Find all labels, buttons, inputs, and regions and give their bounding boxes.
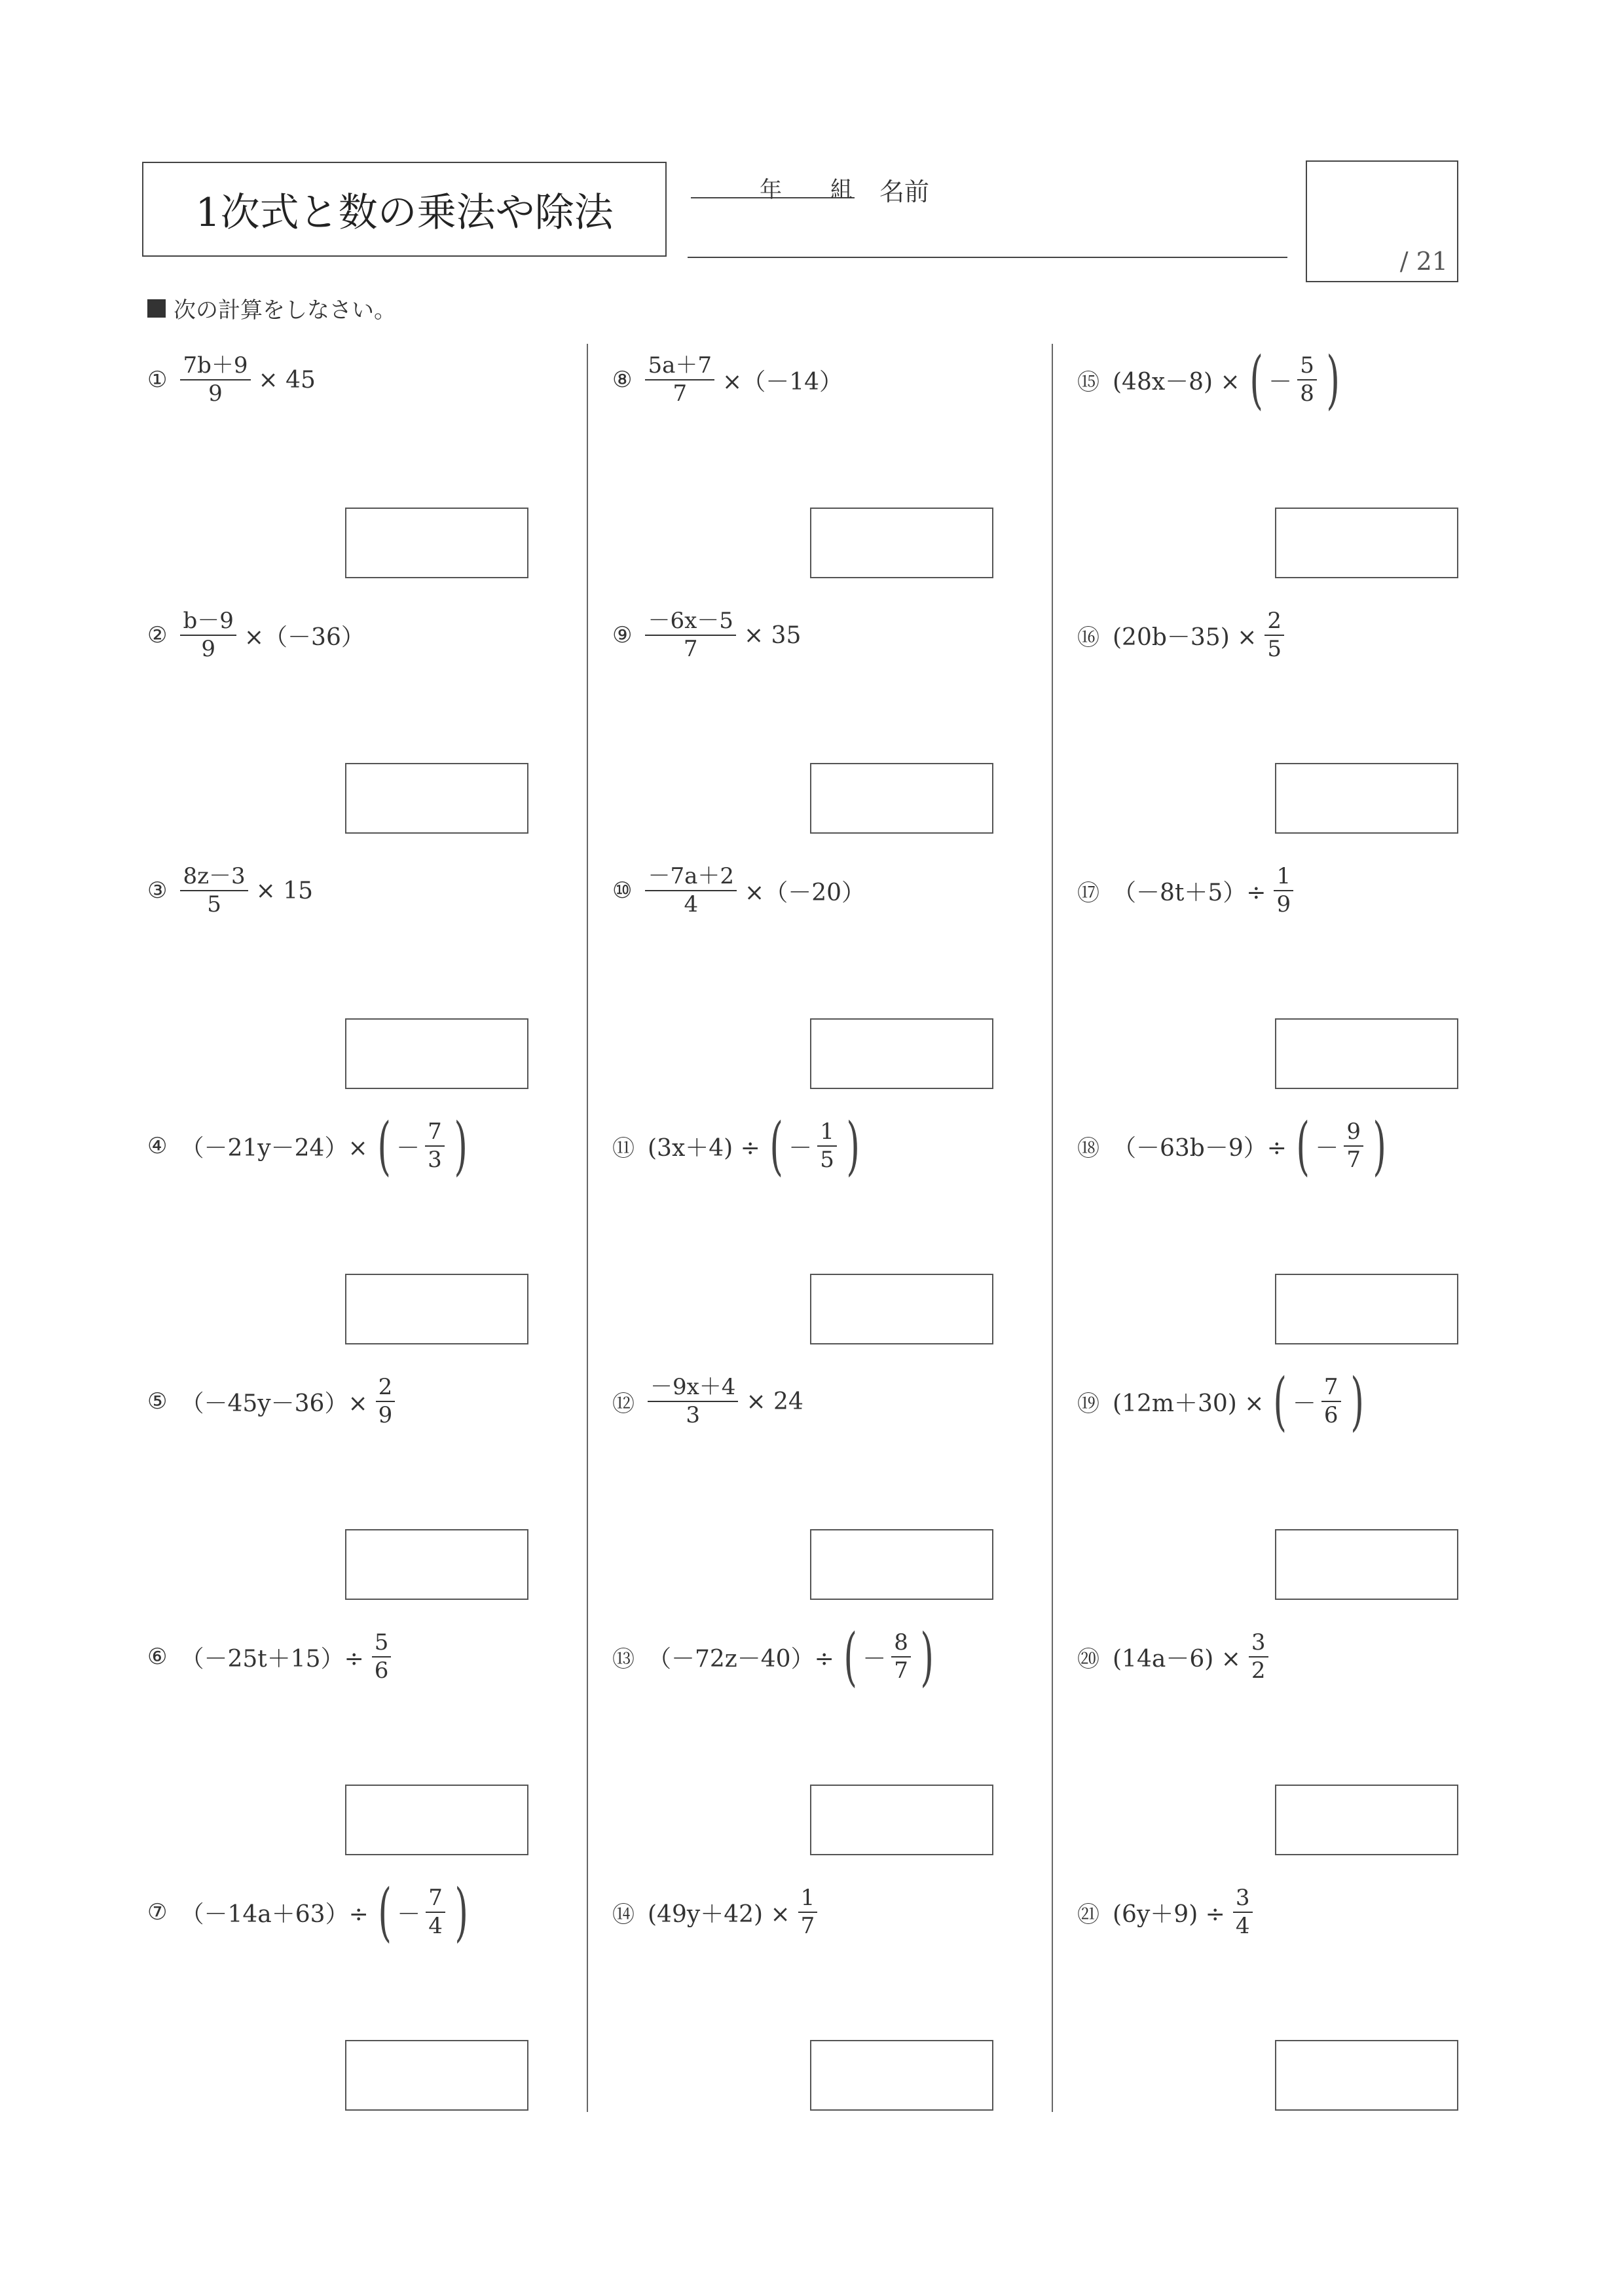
problem-9 <box>612 599 805 671</box>
problem-6 <box>147 1621 395 1693</box>
fraction <box>180 864 248 917</box>
fraction-numerator: 1 <box>817 1120 837 1147</box>
problem-expression <box>644 1620 939 1694</box>
answer-box-17[interactable] <box>1275 1018 1458 1089</box>
problem-7 <box>147 1876 473 1948</box>
minus-sign: － <box>788 1134 813 1162</box>
problem-number: ⑯ <box>1077 624 1099 651</box>
fraction-numerator: 3 <box>1233 1886 1253 1913</box>
fraction-denominator: 9 <box>1276 891 1291 917</box>
problem-number: ⑬ <box>612 1646 635 1673</box>
fraction-denominator: 2 <box>1251 1657 1266 1684</box>
problem-number: ⑰ <box>1077 880 1099 906</box>
answer-box-20[interactable] <box>1275 1785 1458 1855</box>
expression-prefix: (20b－35) × <box>1113 623 1257 651</box>
problem-13 <box>612 1621 939 1693</box>
fraction-denominator: 9 <box>201 636 215 662</box>
problem-number: ⑪ <box>612 1135 635 1162</box>
fraction-numerator: 5a＋7 <box>645 354 714 380</box>
right-paren-icon: ) <box>454 1876 468 1949</box>
problem-number: ⑨ <box>612 622 633 648</box>
problem-number: ㉑ <box>1077 1901 1099 1928</box>
fraction-denominator: 7 <box>800 1913 815 1939</box>
expression-prefix: (14a－6) × <box>1113 1645 1241 1673</box>
fraction-numerator: b－9 <box>180 609 236 636</box>
problem-21 <box>1077 1876 1257 1948</box>
answer-box-4[interactable] <box>345 1274 528 1344</box>
fraction-numerator: 8 <box>891 1631 911 1657</box>
fraction-numerator: －6x－5 <box>645 609 735 636</box>
expression-suffix: ×（－14） <box>722 368 843 396</box>
problem-number: ⑭ <box>612 1901 635 1928</box>
problem-number: ⑩ <box>612 878 633 904</box>
answer-box-13[interactable] <box>810 1785 993 1855</box>
problem-11 <box>612 1110 865 1182</box>
problem-number: ⑥ <box>147 1644 168 1670</box>
class-label: 組 <box>830 177 853 203</box>
problem-expression <box>176 1876 473 1949</box>
problem-number: ⑧ <box>612 367 633 393</box>
name-label: 名前 <box>879 177 930 206</box>
fraction-denominator: 7 <box>673 380 688 407</box>
fraction <box>798 1886 818 1939</box>
expression-suffix: ×（－20） <box>745 879 866 906</box>
minus-sign: － <box>862 1645 887 1673</box>
fraction <box>426 1886 445 1939</box>
fraction <box>1233 1886 1253 1939</box>
problem-expression <box>1109 1365 1369 1438</box>
problem-expression <box>1109 1631 1272 1684</box>
fraction <box>648 1375 738 1428</box>
right-paren-icon: ) <box>920 1620 934 1694</box>
fraction <box>1249 1631 1268 1684</box>
expression-suffix: × 45 <box>258 366 316 394</box>
fraction-numerator: 1 <box>798 1886 818 1913</box>
problem-expression <box>176 1109 473 1183</box>
problem-number: ④ <box>147 1133 168 1159</box>
fraction-numerator: 1 <box>1274 864 1293 891</box>
fraction <box>180 609 236 662</box>
fraction <box>1297 354 1317 407</box>
fraction-numerator: 2 <box>376 1375 396 1402</box>
problem-number: ⑮ <box>1077 369 1099 396</box>
fraction-denominator: 7 <box>894 1657 908 1684</box>
answer-box-5[interactable] <box>345 1529 528 1600</box>
problem-expression <box>176 609 368 662</box>
right-paren-icon: ) <box>1373 1109 1387 1183</box>
fraction-denominator: 5 <box>207 891 221 917</box>
left-paren-icon: ( <box>377 1109 391 1183</box>
problem-expression <box>1109 609 1288 662</box>
expression-prefix: (6y＋9) ÷ <box>1113 1900 1225 1928</box>
score-box[interactable] <box>1306 160 1458 282</box>
fraction-denominator: 3 <box>686 1402 701 1428</box>
problem-3 <box>147 855 317 927</box>
year-label: 年 <box>760 177 782 203</box>
right-paren-icon: ) <box>1350 1365 1364 1438</box>
worksheet-title: 1次式と数の乗法や除法 <box>142 162 667 257</box>
problem-number: ⑦ <box>147 1899 168 1925</box>
problem-14 <box>612 1876 821 1948</box>
parenthesized-fraction <box>1291 1109 1392 1183</box>
fraction <box>817 1120 837 1173</box>
answer-box-1[interactable] <box>345 508 528 578</box>
expression-prefix: （－63b－9）÷ <box>1113 1134 1287 1162</box>
expression-prefix: (48x－8) × <box>1113 368 1240 396</box>
problem-expression <box>1109 864 1297 917</box>
problem-expression <box>644 1109 865 1183</box>
square-bullet-icon <box>147 299 166 318</box>
answer-box-10[interactable] <box>810 1018 993 1089</box>
fraction-denominator: 7 <box>1346 1147 1361 1173</box>
minus-sign: － <box>1315 1134 1339 1162</box>
problem-number: ⑤ <box>147 1388 168 1415</box>
fraction-numerator: 7b＋9 <box>180 354 250 380</box>
problem-expression <box>641 354 847 407</box>
answer-box-11[interactable] <box>810 1274 993 1344</box>
answer-box-8[interactable] <box>810 508 993 578</box>
fraction-denominator: 6 <box>1323 1402 1338 1428</box>
expression-suffix: × 24 <box>746 1388 803 1415</box>
fraction-numerator: 8z－3 <box>180 864 248 891</box>
problem-expression <box>176 1631 395 1684</box>
left-paren-icon: ( <box>1249 343 1263 417</box>
parenthesized-fraction <box>838 1620 940 1694</box>
problem-expression <box>644 1886 821 1939</box>
fraction-denominator: 8 <box>1300 380 1314 407</box>
problem-expression <box>641 864 869 917</box>
right-paren-icon: ) <box>1326 343 1340 417</box>
problem-expression <box>641 609 805 662</box>
fraction-numerator: 5 <box>372 1631 392 1657</box>
problem-4 <box>147 1110 473 1182</box>
problem-12 <box>612 1365 807 1437</box>
left-paren-icon: ( <box>1273 1365 1287 1438</box>
fraction-denominator: 9 <box>378 1402 393 1428</box>
fraction-denominator: 9 <box>208 380 223 407</box>
problem-expression <box>176 864 317 917</box>
column-divider <box>1052 344 1053 2112</box>
minus-sign: － <box>1268 368 1293 396</box>
answer-box-6[interactable] <box>345 1785 528 1855</box>
expression-prefix: (49y＋42) × <box>648 1900 790 1928</box>
problem-expression <box>1109 1886 1257 1939</box>
problem-number: ⑱ <box>1077 1135 1099 1162</box>
fraction <box>372 1631 392 1684</box>
fraction-numerator: 2 <box>1264 609 1284 636</box>
answer-box-19[interactable] <box>1275 1529 1458 1600</box>
expression-prefix: （－72z－40）÷ <box>648 1645 834 1673</box>
fraction-numerator: 7 <box>425 1120 445 1147</box>
fraction <box>891 1631 911 1684</box>
fraction <box>1274 864 1293 917</box>
fraction <box>376 1375 396 1428</box>
fraction-numerator: 3 <box>1249 1631 1268 1657</box>
left-paren-icon: ( <box>769 1109 783 1183</box>
answer-box-12[interactable] <box>810 1529 993 1600</box>
right-paren-icon: ) <box>454 1109 468 1183</box>
answer-box-15[interactable] <box>1275 508 1458 578</box>
problem-number: ③ <box>147 878 168 904</box>
fraction-denominator: 4 <box>428 1913 443 1939</box>
left-paren-icon: ( <box>843 1620 857 1694</box>
problem-number: ① <box>147 367 168 393</box>
answer-box-21[interactable] <box>1275 2040 1458 2111</box>
answer-box-16[interactable] <box>1275 763 1458 834</box>
fraction-numerator: 7 <box>426 1886 445 1913</box>
score-total: / 21 <box>1399 247 1448 276</box>
fraction <box>645 354 714 407</box>
problem-expression <box>644 1375 807 1428</box>
column-divider <box>587 344 588 2112</box>
expression-prefix: （－25t＋15）÷ <box>180 1645 364 1673</box>
answer-box-14[interactable] <box>810 2040 993 2111</box>
answer-box-9[interactable] <box>810 763 993 834</box>
minus-sign: － <box>397 1900 421 1928</box>
problem-19 <box>1077 1365 1369 1437</box>
problem-10 <box>612 855 869 927</box>
problem-5 <box>147 1365 399 1437</box>
problem-15 <box>1077 344 1345 416</box>
problem-17 <box>1077 855 1297 927</box>
answer-box-18[interactable] <box>1275 1274 1458 1344</box>
fraction-denominator: 7 <box>683 636 698 662</box>
problem-expression <box>176 354 319 407</box>
fraction <box>180 354 250 407</box>
answer-box-2[interactable] <box>345 763 528 834</box>
expression-prefix: （－21y－24）× <box>180 1134 368 1162</box>
instruction-text: 次の計算をしなさい。 <box>174 297 396 324</box>
parenthesized-fraction <box>373 1876 474 1949</box>
fraction-numerator: －9x＋4 <box>648 1375 738 1402</box>
minus-sign: － <box>1292 1390 1316 1417</box>
fraction-numerator: －7a＋2 <box>645 864 737 891</box>
problem-16 <box>1077 599 1288 671</box>
fraction-denominator: 4 <box>1235 1913 1250 1939</box>
fraction <box>1321 1375 1341 1428</box>
parenthesized-fraction <box>764 1109 866 1183</box>
expression-prefix: （－8t＋5）÷ <box>1113 879 1266 906</box>
problem-18 <box>1077 1110 1392 1182</box>
expression-suffix: ×（－36） <box>244 623 365 651</box>
problem-number: ⑲ <box>1077 1390 1099 1417</box>
answer-box-3[interactable] <box>345 1018 528 1089</box>
fraction-denominator: 5 <box>1267 636 1282 662</box>
left-paren-icon: ( <box>378 1876 392 1949</box>
expression-prefix: （－45y－36）× <box>180 1390 368 1417</box>
problem-8 <box>612 344 847 416</box>
problem-2 <box>147 599 369 671</box>
fraction <box>1264 609 1284 662</box>
problem-number: ⑫ <box>612 1390 635 1417</box>
fraction-numerator: 9 <box>1344 1120 1363 1147</box>
problem-expression <box>1109 343 1345 417</box>
fraction <box>645 609 735 662</box>
minus-sign: － <box>396 1134 420 1162</box>
fraction-denominator: 3 <box>428 1147 442 1173</box>
fraction <box>645 864 737 917</box>
parenthesized-fraction <box>1244 343 1346 417</box>
expression-prefix: (12m＋30) × <box>1113 1390 1264 1417</box>
instruction <box>147 292 396 324</box>
fraction-numerator: 5 <box>1297 354 1317 380</box>
fraction <box>425 1120 445 1173</box>
problem-expression <box>176 1375 399 1428</box>
problem-1 <box>147 344 320 416</box>
expression-suffix: × 15 <box>255 877 314 904</box>
expression-prefix: （－14a＋63）÷ <box>180 1900 369 1928</box>
parenthesized-fraction <box>1268 1365 1369 1438</box>
right-paren-icon: ) <box>846 1109 860 1183</box>
parenthesized-fraction <box>372 1109 473 1183</box>
fraction <box>1344 1120 1363 1173</box>
expression-suffix: × 35 <box>743 621 802 649</box>
problem-number: ② <box>147 622 168 648</box>
fraction-denominator: 4 <box>684 891 699 917</box>
problem-20 <box>1077 1621 1272 1693</box>
problem-expression <box>1109 1109 1392 1183</box>
fraction-numerator: 7 <box>1321 1375 1341 1402</box>
problem-number: ⑳ <box>1077 1646 1099 1673</box>
expression-prefix: (3x＋4) ÷ <box>648 1134 760 1162</box>
name-field-line[interactable] <box>688 257 1287 258</box>
fraction-denominator: 5 <box>820 1147 834 1173</box>
fraction-denominator: 6 <box>374 1657 389 1684</box>
answer-box-7[interactable] <box>345 2040 528 2111</box>
left-paren-icon: ( <box>1296 1109 1310 1183</box>
